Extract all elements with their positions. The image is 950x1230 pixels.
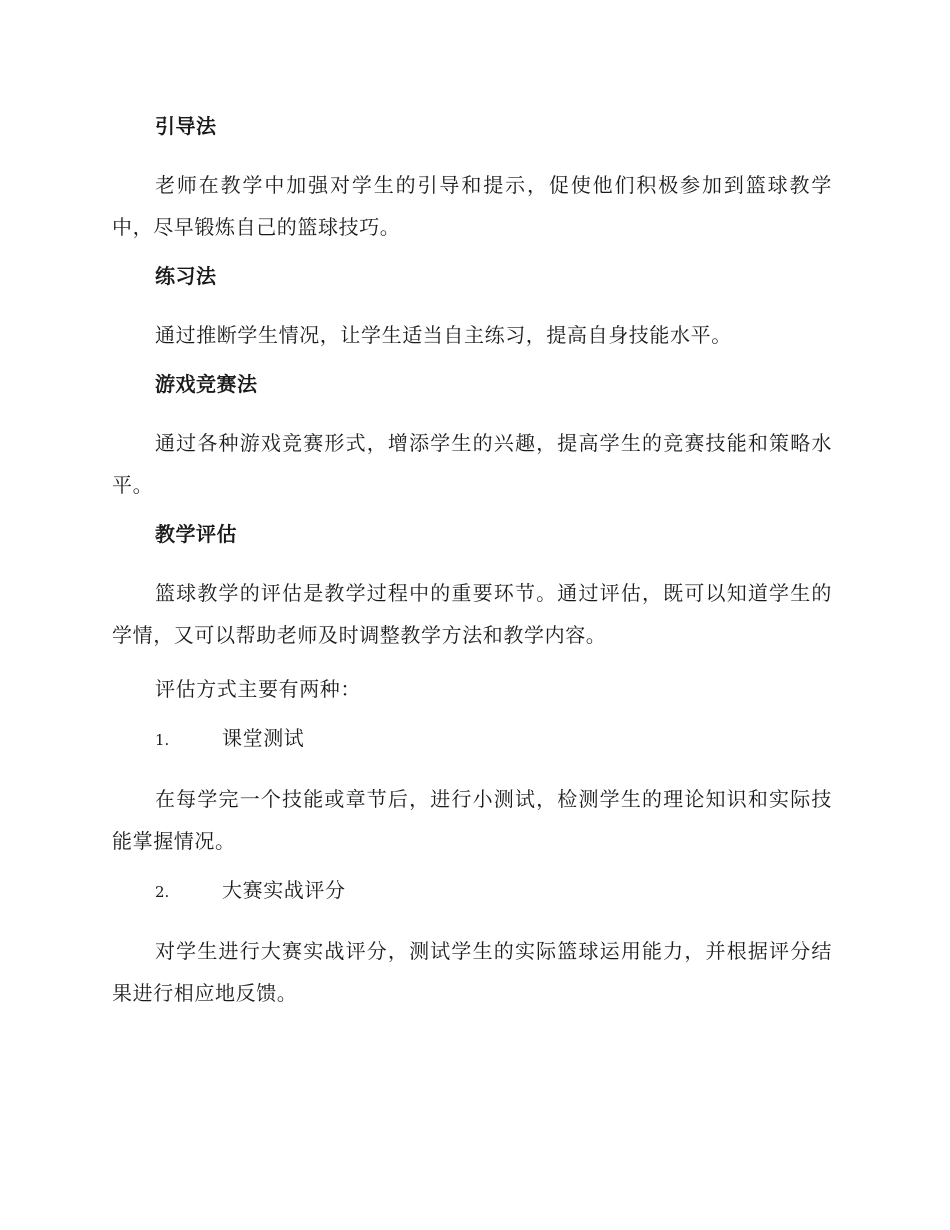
list-item-competition-scoring bbox=[112, 874, 832, 908]
paragraph-game-competition: 通过各种游戏竞赛形式，增添学生的兴趣，提高学生的竞赛技能和策略水平。 bbox=[112, 431, 832, 497]
paragraph-evaluation: 篮球教学的评估是教学过程中的重要环节。通过评估，既可以知道学生的学情，又可以帮助老师及时调整教学方法和教学内容。 bbox=[112, 581, 832, 647]
paragraph-competition-scoring: 对学生进行大赛实战评分，测试学生的实际篮球运用能力，并根据评分结果进行相应地反馈。 bbox=[112, 939, 832, 1005]
list-number: 1. bbox=[155, 731, 170, 749]
paragraph-practice: 通过推断学生情况，让学生适当自主练习，提高自身技能水平。 bbox=[155, 323, 732, 347]
list-number: 2. bbox=[155, 883, 170, 901]
heading-game-competition-method: 游戏竞赛法 bbox=[155, 372, 258, 396]
heading-teaching-evaluation: 教学评估 bbox=[155, 522, 237, 546]
list-item-label: 大赛实战评分 bbox=[222, 878, 346, 902]
heading-guidance-method: 引导法 bbox=[155, 114, 217, 138]
heading-practice-method: 练习法 bbox=[155, 264, 217, 288]
paragraph-evaluation-methods: 评估方式主要有两种： bbox=[155, 677, 361, 701]
paragraph-guidance: 老师在教学中加强对学生的引导和提示，促使他们积极参加到篮球教学中，尽早锻炼自己的篮球技巧。 bbox=[112, 173, 832, 239]
paragraph-classroom-test: 在每学完一个技能或章节后，进行小测试，检测学生的理论知识和实际技能掌握情况。 bbox=[112, 787, 832, 853]
list-item-classroom-test bbox=[112, 722, 832, 756]
list-item-label: 课堂测试 bbox=[222, 726, 305, 750]
